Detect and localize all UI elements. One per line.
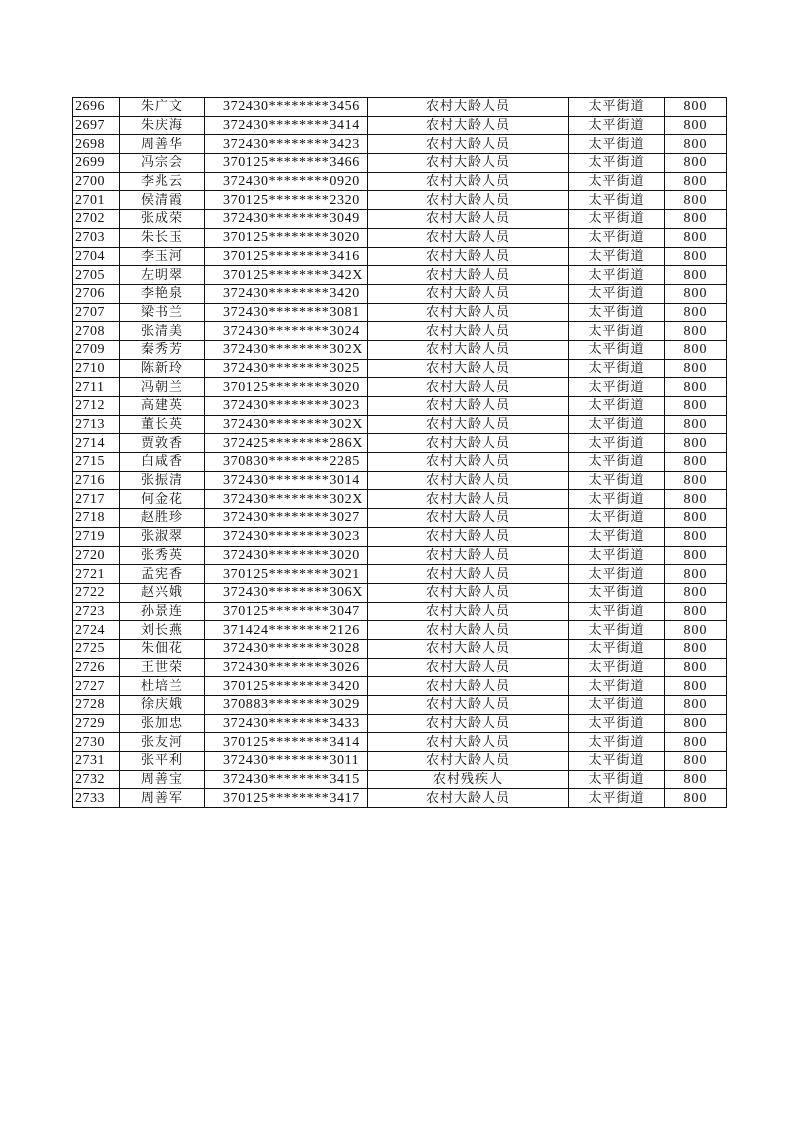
cell-serial-number: 2700 xyxy=(73,172,120,191)
cell-serial-number: 2716 xyxy=(73,471,120,490)
cell-id-number: 372425********286X xyxy=(205,434,368,453)
cell-id-number: 372430********3414 xyxy=(205,116,368,135)
cell-amount: 800 xyxy=(665,154,727,173)
cell-street: 太平街道 xyxy=(569,135,665,154)
cell-id-number: 370125********3021 xyxy=(205,565,368,584)
cell-category: 农村大龄人员 xyxy=(368,602,569,621)
table-row xyxy=(73,434,727,453)
cell-amount: 800 xyxy=(665,210,727,229)
table-row xyxy=(73,415,727,434)
cell-serial-number: 2719 xyxy=(73,527,120,546)
cell-street: 太平街道 xyxy=(569,733,665,752)
table-row xyxy=(73,546,727,565)
cell-id-number: 370125********342X xyxy=(205,266,368,285)
table-row xyxy=(73,135,727,154)
table-row xyxy=(73,602,727,621)
cell-amount: 800 xyxy=(665,378,727,397)
cell-id-number: 370883********3029 xyxy=(205,696,368,715)
table-row xyxy=(73,490,727,509)
cell-amount: 800 xyxy=(665,583,727,602)
cell-id-number: 370125********3047 xyxy=(205,602,368,621)
table-row xyxy=(73,789,727,808)
cell-amount: 800 xyxy=(665,733,727,752)
cell-serial-number: 2715 xyxy=(73,453,120,472)
cell-id-number: 372430********306X xyxy=(205,583,368,602)
cell-amount: 800 xyxy=(665,752,727,771)
cell-street: 太平街道 xyxy=(569,565,665,584)
cell-street: 太平街道 xyxy=(569,696,665,715)
cell-id-number: 372430********0920 xyxy=(205,172,368,191)
cell-serial-number: 2717 xyxy=(73,490,120,509)
cell-name: 李艳泉 xyxy=(120,284,205,303)
cell-name: 朱庆海 xyxy=(120,116,205,135)
table-row xyxy=(73,228,727,247)
cell-amount: 800 xyxy=(665,602,727,621)
cell-category: 农村大龄人员 xyxy=(368,284,569,303)
cell-name: 张淑翠 xyxy=(120,527,205,546)
cell-street: 太平街道 xyxy=(569,247,665,266)
cell-street: 太平街道 xyxy=(569,677,665,696)
cell-street: 太平街道 xyxy=(569,284,665,303)
cell-name: 赵胜珍 xyxy=(120,509,205,528)
table-row xyxy=(73,98,727,117)
table-row xyxy=(73,770,727,789)
cell-street: 太平街道 xyxy=(569,340,665,359)
cell-amount: 800 xyxy=(665,471,727,490)
cell-category: 农村大龄人员 xyxy=(368,397,569,416)
cell-category: 农村大龄人员 xyxy=(368,565,569,584)
table-row xyxy=(73,733,727,752)
cell-category: 农村大龄人员 xyxy=(368,228,569,247)
cell-name: 陈新玲 xyxy=(120,359,205,378)
cell-serial-number: 2702 xyxy=(73,210,120,229)
cell-name: 赵兴娥 xyxy=(120,583,205,602)
cell-serial-number: 2720 xyxy=(73,546,120,565)
table-row xyxy=(73,359,727,378)
cell-amount: 800 xyxy=(665,714,727,733)
cell-category: 农村大龄人员 xyxy=(368,135,569,154)
cell-street: 太平街道 xyxy=(569,434,665,453)
cell-street: 太平街道 xyxy=(569,303,665,322)
cell-amount: 800 xyxy=(665,677,727,696)
table-row xyxy=(73,621,727,640)
cell-amount: 800 xyxy=(665,415,727,434)
table-row xyxy=(73,639,727,658)
cell-category: 农村大龄人员 xyxy=(368,789,569,808)
cell-amount: 800 xyxy=(665,284,727,303)
cell-category: 农村大龄人员 xyxy=(368,714,569,733)
cell-name: 周善宝 xyxy=(120,770,205,789)
cell-name: 张友河 xyxy=(120,733,205,752)
cell-id-number: 370125********3414 xyxy=(205,733,368,752)
cell-id-number: 371424********2126 xyxy=(205,621,368,640)
cell-serial-number: 2710 xyxy=(73,359,120,378)
cell-name: 何金花 xyxy=(120,490,205,509)
table-row xyxy=(73,696,727,715)
cell-street: 太平街道 xyxy=(569,714,665,733)
cell-street: 太平街道 xyxy=(569,602,665,621)
cell-id-number: 372430********3023 xyxy=(205,527,368,546)
cell-street: 太平街道 xyxy=(569,210,665,229)
cell-serial-number: 2725 xyxy=(73,639,120,658)
cell-street: 太平街道 xyxy=(569,172,665,191)
cell-category: 农村大龄人员 xyxy=(368,359,569,378)
cell-street: 太平街道 xyxy=(569,527,665,546)
cell-id-number: 372430********3456 xyxy=(205,98,368,117)
table-row xyxy=(73,583,727,602)
cell-name: 朱长玉 xyxy=(120,228,205,247)
cell-category: 农村大龄人员 xyxy=(368,453,569,472)
cell-id-number: 372430********3049 xyxy=(205,210,368,229)
cell-street: 太平街道 xyxy=(569,359,665,378)
cell-serial-number: 2707 xyxy=(73,303,120,322)
table-row xyxy=(73,154,727,173)
cell-serial-number: 2722 xyxy=(73,583,120,602)
cell-category: 农村大龄人员 xyxy=(368,490,569,509)
cell-category: 农村大龄人员 xyxy=(368,322,569,341)
cell-street: 太平街道 xyxy=(569,378,665,397)
cell-category: 农村大龄人员 xyxy=(368,98,569,117)
cell-name: 冯朝兰 xyxy=(120,378,205,397)
cell-category: 农村大龄人员 xyxy=(368,378,569,397)
cell-street: 太平街道 xyxy=(569,789,665,808)
cell-amount: 800 xyxy=(665,565,727,584)
roster-table xyxy=(72,97,727,808)
cell-serial-number: 2706 xyxy=(73,284,120,303)
cell-street: 太平街道 xyxy=(569,509,665,528)
cell-serial-number: 2712 xyxy=(73,397,120,416)
cell-id-number: 372430********3011 xyxy=(205,752,368,771)
cell-serial-number: 2729 xyxy=(73,714,120,733)
cell-amount: 800 xyxy=(665,789,727,808)
cell-id-number: 372430********3020 xyxy=(205,546,368,565)
cell-category: 农村大龄人员 xyxy=(368,677,569,696)
cell-name: 周善军 xyxy=(120,789,205,808)
cell-serial-number: 2726 xyxy=(73,658,120,677)
cell-street: 太平街道 xyxy=(569,490,665,509)
cell-name: 左明翠 xyxy=(120,266,205,285)
cell-name: 张清美 xyxy=(120,322,205,341)
cell-amount: 800 xyxy=(665,770,727,789)
cell-category: 农村大龄人员 xyxy=(368,434,569,453)
cell-amount: 800 xyxy=(665,509,727,528)
cell-category: 农村大龄人员 xyxy=(368,752,569,771)
cell-street: 太平街道 xyxy=(569,471,665,490)
cell-amount: 800 xyxy=(665,434,727,453)
cell-category: 农村大龄人员 xyxy=(368,546,569,565)
cell-id-number: 372430********3433 xyxy=(205,714,368,733)
cell-category: 农村大龄人员 xyxy=(368,172,569,191)
cell-street: 太平街道 xyxy=(569,322,665,341)
cell-amount: 800 xyxy=(665,322,727,341)
cell-street: 太平街道 xyxy=(569,415,665,434)
cell-name: 张秀英 xyxy=(120,546,205,565)
cell-id-number: 370125********3417 xyxy=(205,789,368,808)
cell-category: 农村残疾人 xyxy=(368,770,569,789)
cell-serial-number: 2721 xyxy=(73,565,120,584)
cell-serial-number: 2703 xyxy=(73,228,120,247)
cell-category: 农村大龄人员 xyxy=(368,191,569,210)
cell-id-number: 372430********302X xyxy=(205,415,368,434)
cell-amount: 800 xyxy=(665,527,727,546)
cell-category: 农村大龄人员 xyxy=(368,154,569,173)
cell-name: 高建英 xyxy=(120,397,205,416)
cell-street: 太平街道 xyxy=(569,154,665,173)
cell-name: 孟宪香 xyxy=(120,565,205,584)
cell-serial-number: 2732 xyxy=(73,770,120,789)
cell-id-number: 372430********3026 xyxy=(205,658,368,677)
cell-id-number: 372430********3027 xyxy=(205,509,368,528)
cell-category: 农村大龄人员 xyxy=(368,266,569,285)
cell-street: 太平街道 xyxy=(569,639,665,658)
cell-street: 太平街道 xyxy=(569,770,665,789)
cell-id-number: 372430********3023 xyxy=(205,397,368,416)
table-row xyxy=(73,471,727,490)
cell-name: 李兆云 xyxy=(120,172,205,191)
cell-category: 农村大龄人员 xyxy=(368,471,569,490)
table-row xyxy=(73,752,727,771)
cell-amount: 800 xyxy=(665,116,727,135)
table-row xyxy=(73,247,727,266)
cell-serial-number: 2698 xyxy=(73,135,120,154)
cell-id-number: 370830********2285 xyxy=(205,453,368,472)
table-row xyxy=(73,658,727,677)
cell-id-number: 370125********3466 xyxy=(205,154,368,173)
cell-street: 太平街道 xyxy=(569,191,665,210)
cell-id-number: 370125********2320 xyxy=(205,191,368,210)
cell-id-number: 372430********3014 xyxy=(205,471,368,490)
cell-name: 孙景连 xyxy=(120,602,205,621)
cell-name: 白咸香 xyxy=(120,453,205,472)
cell-serial-number: 2731 xyxy=(73,752,120,771)
cell-id-number: 372430********302X xyxy=(205,340,368,359)
cell-category: 农村大龄人员 xyxy=(368,340,569,359)
cell-amount: 800 xyxy=(665,172,727,191)
cell-serial-number: 2711 xyxy=(73,378,120,397)
cell-name: 张加忠 xyxy=(120,714,205,733)
cell-amount: 800 xyxy=(665,658,727,677)
cell-street: 太平街道 xyxy=(569,397,665,416)
table-row xyxy=(73,397,727,416)
cell-serial-number: 2724 xyxy=(73,621,120,640)
cell-serial-number: 2699 xyxy=(73,154,120,173)
cell-category: 农村大龄人员 xyxy=(368,303,569,322)
cell-category: 农村大龄人员 xyxy=(368,658,569,677)
table-row xyxy=(73,284,727,303)
cell-name: 董长英 xyxy=(120,415,205,434)
table-row xyxy=(73,714,727,733)
cell-name: 张平利 xyxy=(120,752,205,771)
cell-category: 农村大龄人员 xyxy=(368,639,569,658)
cell-id-number: 370125********3416 xyxy=(205,247,368,266)
cell-serial-number: 2705 xyxy=(73,266,120,285)
cell-amount: 800 xyxy=(665,490,727,509)
cell-id-number: 372430********3024 xyxy=(205,322,368,341)
cell-street: 太平街道 xyxy=(569,546,665,565)
cell-name: 王世荣 xyxy=(120,658,205,677)
cell-serial-number: 2696 xyxy=(73,98,120,117)
cell-street: 太平街道 xyxy=(569,621,665,640)
cell-amount: 800 xyxy=(665,266,727,285)
cell-amount: 800 xyxy=(665,621,727,640)
cell-serial-number: 2701 xyxy=(73,191,120,210)
table-row xyxy=(73,191,727,210)
cell-serial-number: 2704 xyxy=(73,247,120,266)
cell-id-number: 372430********3025 xyxy=(205,359,368,378)
cell-amount: 800 xyxy=(665,98,727,117)
cell-amount: 800 xyxy=(665,303,727,322)
cell-id-number: 370125********3420 xyxy=(205,677,368,696)
cell-serial-number: 2709 xyxy=(73,340,120,359)
cell-category: 农村大龄人员 xyxy=(368,509,569,528)
cell-id-number: 372430********3420 xyxy=(205,284,368,303)
cell-amount: 800 xyxy=(665,340,727,359)
table-row xyxy=(73,340,727,359)
cell-street: 太平街道 xyxy=(569,752,665,771)
cell-serial-number: 2733 xyxy=(73,789,120,808)
cell-street: 太平街道 xyxy=(569,228,665,247)
roster-table-body xyxy=(73,98,727,808)
cell-id-number: 372430********3423 xyxy=(205,135,368,154)
table-row xyxy=(73,116,727,135)
cell-name: 秦秀芳 xyxy=(120,340,205,359)
table-row xyxy=(73,527,727,546)
table-row xyxy=(73,172,727,191)
cell-category: 农村大龄人员 xyxy=(368,247,569,266)
cell-id-number: 370125********3020 xyxy=(205,378,368,397)
cell-id-number: 372430********3081 xyxy=(205,303,368,322)
cell-serial-number: 2730 xyxy=(73,733,120,752)
table-row xyxy=(73,303,727,322)
cell-category: 农村大龄人员 xyxy=(368,116,569,135)
cell-amount: 800 xyxy=(665,247,727,266)
cell-category: 农村大龄人员 xyxy=(368,583,569,602)
cell-street: 太平街道 xyxy=(569,453,665,472)
cell-category: 农村大龄人员 xyxy=(368,621,569,640)
cell-name: 侯清霞 xyxy=(120,191,205,210)
table-row xyxy=(73,266,727,285)
cell-amount: 800 xyxy=(665,546,727,565)
table-row xyxy=(73,210,727,229)
cell-amount: 800 xyxy=(665,135,727,154)
cell-category: 农村大龄人员 xyxy=(368,527,569,546)
cell-name: 张振清 xyxy=(120,471,205,490)
cell-serial-number: 2727 xyxy=(73,677,120,696)
cell-serial-number: 2714 xyxy=(73,434,120,453)
cell-serial-number: 2708 xyxy=(73,322,120,341)
cell-category: 农村大龄人员 xyxy=(368,210,569,229)
table-row xyxy=(73,378,727,397)
cell-amount: 800 xyxy=(665,228,727,247)
cell-street: 太平街道 xyxy=(569,583,665,602)
cell-name: 贾敦香 xyxy=(120,434,205,453)
cell-id-number: 372430********3415 xyxy=(205,770,368,789)
table-row xyxy=(73,509,727,528)
cell-name: 冯宗会 xyxy=(120,154,205,173)
cell-id-number: 370125********3020 xyxy=(205,228,368,247)
cell-name: 周善华 xyxy=(120,135,205,154)
cell-id-number: 372430********302X xyxy=(205,490,368,509)
table-row xyxy=(73,453,727,472)
cell-amount: 800 xyxy=(665,639,727,658)
cell-name: 朱佃花 xyxy=(120,639,205,658)
cell-street: 太平街道 xyxy=(569,266,665,285)
cell-street: 太平街道 xyxy=(569,658,665,677)
cell-name: 刘长燕 xyxy=(120,621,205,640)
cell-amount: 800 xyxy=(665,359,727,378)
cell-amount: 800 xyxy=(665,191,727,210)
cell-id-number: 372430********3028 xyxy=(205,639,368,658)
cell-amount: 800 xyxy=(665,453,727,472)
cell-serial-number: 2723 xyxy=(73,602,120,621)
cell-amount: 800 xyxy=(665,696,727,715)
cell-serial-number: 2713 xyxy=(73,415,120,434)
cell-name: 李玉河 xyxy=(120,247,205,266)
cell-amount: 800 xyxy=(665,397,727,416)
cell-name: 朱广文 xyxy=(120,98,205,117)
cell-name: 杜培兰 xyxy=(120,677,205,696)
table-row xyxy=(73,322,727,341)
cell-category: 农村大龄人员 xyxy=(368,415,569,434)
cell-category: 农村大龄人员 xyxy=(368,696,569,715)
cell-serial-number: 2697 xyxy=(73,116,120,135)
table-row xyxy=(73,565,727,584)
cell-street: 太平街道 xyxy=(569,116,665,135)
cell-street: 太平街道 xyxy=(569,98,665,117)
cell-name: 张成荣 xyxy=(120,210,205,229)
cell-category: 农村大龄人员 xyxy=(368,733,569,752)
cell-name: 徐庆娥 xyxy=(120,696,205,715)
cell-serial-number: 2718 xyxy=(73,509,120,528)
cell-serial-number: 2728 xyxy=(73,696,120,715)
table-row xyxy=(73,677,727,696)
cell-name: 梁书兰 xyxy=(120,303,205,322)
